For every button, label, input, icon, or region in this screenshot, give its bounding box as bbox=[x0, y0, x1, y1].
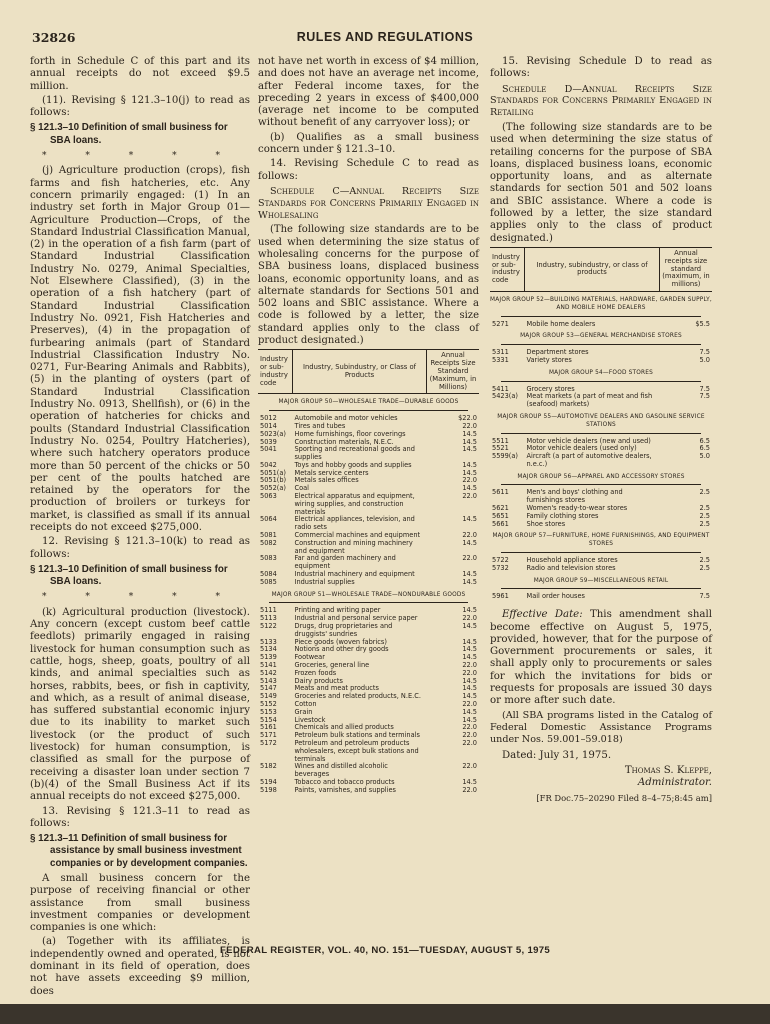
group-rule bbox=[269, 410, 468, 411]
cell-industry: Cotton bbox=[294, 700, 317, 708]
table-row bbox=[490, 505, 712, 513]
page-number: 32826 bbox=[32, 30, 76, 45]
paragraph: forth in Schedule C of this part and its annual receipts do not exceed $9.5 million. bbox=[30, 56, 250, 92]
omission-stars: * * * * * bbox=[42, 151, 238, 162]
table-row bbox=[258, 571, 479, 579]
dated-line: Dated: July 31, 1975. bbox=[502, 749, 612, 761]
cell-std: 14.5 bbox=[462, 622, 477, 631]
cell-industry: Livestock bbox=[294, 715, 326, 724]
major-group-title bbox=[490, 291, 712, 320]
group-rule bbox=[501, 588, 701, 589]
column-header-code: Industry or sub-industry code bbox=[258, 350, 293, 394]
table-row bbox=[258, 709, 479, 717]
page-header bbox=[0, 30, 770, 52]
cell-code: 5039 bbox=[260, 437, 277, 446]
cell-code: 5081 bbox=[260, 531, 277, 540]
cell-code: 5732 bbox=[492, 563, 509, 572]
schedule-note: (The following size standards are to be used when determining the size status of wholesaling concerns for the purpose of SBA business loans, displaced business loans, economic opportunity loans, and as alternate standards for Sections 501 and 502 loans and SBIC assistance. Where a code is followed by a letter, the size standard applies only to the class of product designated.) bbox=[258, 224, 479, 347]
signer-title: Administrator. bbox=[637, 777, 712, 789]
effective-date-paragraph bbox=[490, 609, 712, 707]
table-row bbox=[258, 670, 479, 678]
cell-std: 14.5 bbox=[462, 645, 477, 654]
major-group-label: MAJOR GROUP 54—FOOD STORES bbox=[548, 369, 654, 376]
major-group-row bbox=[490, 573, 712, 594]
cell-code: 5139 bbox=[260, 653, 277, 662]
table-row bbox=[490, 593, 712, 601]
paragraph: (a) Together with its affiliates, is independently owned and operated, is not dominant in its field of operation, does not have assets exceeding $9 million, does bbox=[30, 936, 250, 997]
major-group-title bbox=[258, 587, 479, 608]
cell-std: 22.0 bbox=[462, 421, 477, 430]
cell-std: 14.5 bbox=[462, 484, 477, 493]
cell-code: 5621 bbox=[492, 504, 509, 513]
cell-code: 5651 bbox=[492, 511, 509, 520]
cell-industry: Radio and television stores bbox=[526, 563, 616, 572]
major-group-row bbox=[258, 394, 479, 415]
page-title: RULES AND REGULATIONS bbox=[296, 30, 474, 44]
cell-industry: Motor vehicle dealers (used only) bbox=[526, 444, 637, 453]
table-row bbox=[490, 393, 712, 409]
major-group-title bbox=[490, 469, 712, 490]
cell-std: 7.5 bbox=[699, 392, 710, 401]
cell-std: 22.0 bbox=[462, 492, 477, 501]
cell-code: 5147 bbox=[260, 684, 277, 693]
cell-code: 5153 bbox=[260, 707, 277, 716]
catalog-note: (All SBA programs listed in the Catalog of Federal Domestic Assistance Programs under Nos. 59.001–59.018) bbox=[490, 709, 712, 746]
major-group-label: MAJOR GROUP 57—FURNITURE, HOME FURNISHINGS, AND EQUIPMENT STORES bbox=[492, 533, 710, 548]
schedule-c-table bbox=[258, 349, 479, 794]
table-row bbox=[258, 646, 479, 654]
table-row bbox=[258, 415, 479, 423]
table-row bbox=[258, 579, 479, 587]
cell-code: 5511 bbox=[492, 436, 509, 445]
cell-std: 22.0 bbox=[462, 661, 477, 670]
cell-code: 5042 bbox=[260, 460, 277, 469]
cell-industry: Men's and boys' clothing and furnishings stores bbox=[526, 488, 623, 505]
cell-code: 5331 bbox=[492, 355, 509, 364]
cell-industry: Meats and meat products bbox=[294, 684, 379, 693]
cell-code: 5012 bbox=[260, 414, 277, 423]
cell-industry: Notions and other dry goods bbox=[294, 645, 389, 654]
table-row bbox=[490, 513, 712, 521]
fr-doc-line: [FR Doc.75–20290 Filed 8–4–75;8:45 am] bbox=[536, 793, 712, 804]
major-group-label: MAJOR GROUP 51—WHOLESALE TRADE—NONDURABLE GOODS bbox=[271, 591, 466, 598]
cell-industry: Frozen foods bbox=[294, 668, 337, 677]
cell-industry: Toys and hobby goods and supplies bbox=[294, 460, 412, 469]
cell-code: 5423(a) bbox=[492, 392, 518, 401]
table-row bbox=[258, 477, 479, 485]
major-group-row bbox=[490, 291, 712, 320]
cell-code: 5063 bbox=[260, 492, 277, 501]
cell-std: 22.0 bbox=[462, 738, 477, 747]
schedule-note: (The following size standards are to be used when determining the size status of retailing concerns for the purpose of SBA loans, displaced business loans, economic opportunity loans, and as alternate standards for section 501 and 502 loans and SBIC assistance. Where a code is followed by a letter, the size standard applies only to the class of product designated.) bbox=[490, 121, 712, 244]
column-header-standard: Annual receipts size standard (maximum, in millions) bbox=[660, 247, 713, 291]
cell-code: 5082 bbox=[260, 538, 277, 547]
cell-code: 5198 bbox=[260, 785, 277, 794]
table-row bbox=[258, 470, 479, 478]
cell-industry: Commercial machines and equipment bbox=[294, 531, 421, 540]
cell-std: 7.5 bbox=[699, 592, 710, 601]
cell-code: 5154 bbox=[260, 715, 277, 724]
cell-std: 14.5 bbox=[462, 570, 477, 579]
cell-code: 5051(b) bbox=[260, 476, 287, 485]
cell-std: 14.5 bbox=[462, 676, 477, 685]
cell-code: 5194 bbox=[260, 777, 277, 786]
schedule-d-table bbox=[490, 247, 712, 601]
cell-std: 5.0 bbox=[699, 452, 710, 461]
effective-date-label: Effective Date: bbox=[502, 609, 583, 621]
table-row bbox=[490, 349, 712, 357]
cell-code: 5142 bbox=[260, 668, 277, 677]
cell-industry: Family clothing stores bbox=[526, 511, 599, 520]
section-heading: § 121.3–10 Definition of small business for SBA loans. bbox=[30, 563, 228, 588]
table-row bbox=[258, 540, 479, 556]
cell-industry: Construction materials, N.E.C. bbox=[294, 437, 394, 446]
table-body bbox=[258, 394, 479, 795]
major-group-row bbox=[490, 528, 712, 557]
cell-code: 5172 bbox=[260, 738, 277, 747]
cell-industry: Printing and writing paper bbox=[294, 606, 381, 615]
group-rule bbox=[501, 381, 701, 382]
major-group-label: MAJOR GROUP 56—APPAREL AND ACCESSORY STORES bbox=[517, 473, 685, 480]
cell-industry: Groceries and related products, N.E.C. bbox=[294, 692, 421, 701]
cell-std: 14.5 bbox=[462, 606, 477, 615]
cell-std: 6.5 bbox=[699, 444, 710, 453]
table-body bbox=[490, 291, 712, 601]
cell-code: 5143 bbox=[260, 676, 277, 685]
schedule-heading: Schedule D—Annual Receipts Size Standards for Concerns Primarily Engaged in Retailing bbox=[490, 83, 712, 119]
table-row bbox=[258, 787, 479, 795]
cell-code: 5149 bbox=[260, 692, 277, 701]
cell-std: 22.0 bbox=[462, 668, 477, 677]
cell-industry: Wines and distilled alcoholic beverages bbox=[294, 762, 388, 779]
cell-std: 7.5 bbox=[699, 348, 710, 357]
cell-std: 22.0 bbox=[462, 554, 477, 563]
group-rule bbox=[501, 433, 701, 434]
cell-std: 14.5 bbox=[462, 777, 477, 786]
major-group-title bbox=[490, 365, 712, 386]
cell-std: 6.5 bbox=[699, 436, 710, 445]
cell-std: 7.5 bbox=[699, 384, 710, 393]
table-row bbox=[258, 662, 479, 670]
cell-std: 14.5 bbox=[462, 577, 477, 586]
major-group-label: MAJOR GROUP 50—WHOLESALE TRADE—DURABLE GOODS bbox=[278, 399, 459, 406]
cell-industry: Meat markets (a part of meat and fish (seafood) markets) bbox=[526, 392, 653, 409]
scan-edge bbox=[0, 1004, 770, 1024]
group-rule bbox=[501, 344, 701, 345]
cell-industry: Metals sales offices bbox=[294, 476, 359, 485]
column-header-industry: Industry, subindustry, or class of products bbox=[525, 247, 660, 291]
cell-industry: Variety stores bbox=[526, 355, 572, 364]
cell-std: 14.5 bbox=[462, 715, 477, 724]
major-group-title bbox=[490, 409, 712, 438]
cell-std: 22.0 bbox=[462, 614, 477, 623]
table-row bbox=[490, 357, 712, 365]
cell-industry: Women's ready-to-wear stores bbox=[526, 504, 628, 513]
cell-std: 2.5 bbox=[699, 488, 710, 497]
paragraph: (11). Revising § 121.3–10(j) to read as follows: bbox=[30, 94, 250, 119]
cell-code: 5041 bbox=[260, 445, 277, 454]
section-heading: § 121.3–11 Definition of small business for assistance by small business investment companies or by development companies. bbox=[30, 833, 248, 869]
cell-std: 22.0 bbox=[462, 731, 477, 740]
cell-code: 5113 bbox=[260, 614, 277, 623]
cell-std: $5.5 bbox=[695, 319, 710, 328]
cell-industry: Household appliance stores bbox=[526, 556, 618, 565]
cell-code: 5411 bbox=[492, 384, 509, 393]
cell-code: 5271 bbox=[492, 319, 509, 328]
cell-std: 22.0 bbox=[462, 531, 477, 540]
schedule-heading: Schedule C—Annual Receipts Size Standards for Concerns Primarily Engaged in Wholesaling bbox=[258, 185, 479, 221]
cell-std: 14.5 bbox=[462, 653, 477, 662]
cell-std: 22.0 bbox=[462, 700, 477, 708]
cell-code: 5051(a) bbox=[260, 468, 286, 477]
cell-code: 5085 bbox=[260, 577, 277, 586]
cell-std: 22.0 bbox=[462, 785, 477, 794]
cell-code: 5599(a) bbox=[492, 452, 518, 461]
cell-industry: Electrical apparatus and equipment, wiring supplies, and construction materials bbox=[294, 492, 415, 516]
table-row bbox=[490, 565, 712, 573]
cell-industry: Paints, varnishes, and supplies bbox=[294, 785, 396, 794]
cell-std: 14.5 bbox=[462, 707, 477, 716]
cell-industry: Drugs, drug proprietaries and druggists' sundries bbox=[294, 622, 393, 638]
cell-std: 2.5 bbox=[699, 504, 710, 513]
cell-std: 14.5 bbox=[462, 437, 477, 446]
major-group-row bbox=[490, 469, 712, 490]
cell-code: 5014 bbox=[260, 421, 277, 430]
cell-std: 2.5 bbox=[699, 556, 710, 565]
cell-industry: Sporting and recreational goods and supplies bbox=[294, 445, 415, 462]
cell-code: 5134 bbox=[260, 645, 277, 654]
column-2 bbox=[258, 56, 479, 795]
cell-industry: Tires and tubes bbox=[294, 421, 346, 430]
cell-industry: Petroleum bulk stations and terminals bbox=[294, 731, 420, 740]
cell-code: 5052(a) bbox=[260, 484, 286, 493]
table-row bbox=[258, 701, 479, 709]
cell-industry: Tobacco and tobacco products bbox=[294, 777, 395, 786]
cell-std: 22.0 bbox=[462, 762, 477, 771]
cell-std: $22.0 bbox=[458, 414, 477, 423]
cell-std: 14.5 bbox=[462, 637, 477, 646]
cell-industry: Grocery stores bbox=[526, 384, 575, 393]
signer-name: Thomas S. Kleppe, bbox=[624, 764, 712, 776]
paragraph: 13. Revising § 121.3–11 to read as follows: bbox=[30, 805, 250, 829]
table-row bbox=[258, 493, 479, 516]
cell-industry: Aircraft (a part of automotive dealers, n.e.c.) bbox=[526, 452, 652, 468]
cell-std: 22.0 bbox=[462, 476, 477, 485]
cell-code: 5111 bbox=[260, 606, 277, 615]
cell-code: 5182 bbox=[260, 762, 277, 771]
cell-industry: Electrical appliances, television, and radio sets bbox=[294, 515, 415, 532]
major-group-label: MAJOR GROUP 52—BUILDING MATERIALS, HARDWARE, GARDEN SUPPLY, AND MOBILE HOME DEALERS bbox=[490, 296, 712, 311]
paragraph: (k) Agricultural production (livestock). Any concern (except custom beef cattle feedlots) primarily engaged in raising livestock for human consumption such as cattle, hogs, sheep, goats, poultry of all kinds, and animal specialties such as horses, rabbits, bees, or fish in captivity, and which, as a result of animal disease, has suffered substantial economic injury due to its inability to market such livestock (or the product of such livestock) for human consumption, is classified as small for the purpose of receiving a disaster loan under section 7 (b)(4) of the Small Business Act if its annual receipts do not exceed $275,000. bbox=[30, 606, 250, 803]
paragraph: (j) Agriculture production (crops), fish farms and fish hatcheries, etc. Any concern primarily engaged: (1) In an industry set forth in Major Group 01—Agriculture Production—Crops, of the Standard Industrial Classification Manual, (2) in the operation of a fish farm (part of Standard Industrial Classification Industry No. 0279, Animal Specialties, Not Elsewhere Classified), (3) in the operation of a fish hatchery (part of Standard Industrial Classification Industry No. 0921, Fish Hatcheries and Preserves), (4) in the propagation of furbearing animals (part of Standard Industrial Classification Industry No. 0271, Fur-Bearing Animals and Rabbits), (5) in the planting of oysters (part of Standard Industrial Classification Industry No. 0913, Shellfish), or (6) in the operation of hatcheries for chicks and poults (Standard Industrial Classification Industry No. 0254, Poultry Hatcheries), where such hatchery operators produce more than 50 percent of the chicks or 50 per cent of the poults hatched are retained by the operators for the production of broilers or turkeys for market, is classified as small if its annual receipts do not exceed $275,000. bbox=[30, 165, 250, 533]
cell-industry: Groceries, general line bbox=[294, 661, 370, 670]
paragraph: 12. Revising § 121.3–10(k) to read as follows: bbox=[30, 536, 250, 560]
cell-industry: Industrial machinery and equipment bbox=[294, 570, 415, 579]
cell-industry: Grain bbox=[294, 707, 313, 716]
cell-std: 14.5 bbox=[462, 468, 477, 477]
cell-std: 5.0 bbox=[699, 355, 710, 364]
cell-std: 14.5 bbox=[462, 429, 477, 438]
group-rule bbox=[269, 602, 468, 603]
section-heading: § 121.3–10 Definition of small business for SBA loans. bbox=[30, 122, 228, 146]
paragraph: A small business concern for the purpose of receiving financial or other assistance from small business investment companies or development companies is one which: bbox=[30, 873, 250, 934]
cell-industry: Piece goods (woven fabrics) bbox=[294, 637, 387, 646]
cell-code: 5311 bbox=[492, 348, 509, 357]
cell-code: 5023(a) bbox=[260, 429, 286, 438]
page-footer: FEDERAL REGISTER, VOL. 40, NO. 151—TUESDAY, AUGUST 5, 1975 bbox=[220, 945, 550, 956]
column-header-industry: Industry, Subindustry, or Class of Products bbox=[293, 350, 427, 394]
cell-std: 2.5 bbox=[699, 511, 710, 520]
cell-std: 14.5 bbox=[462, 515, 477, 524]
column-3 bbox=[490, 56, 712, 805]
major-group-title bbox=[490, 528, 712, 557]
cell-std: 2.5 bbox=[699, 563, 710, 572]
paragraph: 14. Revising Schedule C to read as follows: bbox=[258, 158, 479, 182]
column-1 bbox=[30, 56, 250, 1000]
paragraph: 15. Revising Schedule D to read as follows: bbox=[490, 56, 712, 80]
cell-std: 14.5 bbox=[462, 684, 477, 693]
cell-code: 5083 bbox=[260, 554, 277, 563]
paragraph: (b) Qualifies as a small business concern under § 121.3–10. bbox=[258, 131, 479, 156]
major-group-row bbox=[490, 328, 712, 349]
cell-code: 5084 bbox=[260, 570, 277, 579]
cell-industry: Petroleum and petroleum products wholesalers, except bulk stations and terminals bbox=[294, 738, 419, 763]
cell-industry: Coal bbox=[294, 484, 310, 493]
cell-code: 5064 bbox=[260, 515, 277, 524]
cell-code: 5521 bbox=[492, 444, 509, 453]
cell-industry: Industrial supplies bbox=[294, 577, 355, 586]
table-row bbox=[490, 489, 712, 505]
cell-industry: Automobile and motor vehicles bbox=[294, 414, 398, 423]
cell-code: 5661 bbox=[492, 519, 509, 528]
cell-industry: Motor vehicle dealers (new and used) bbox=[526, 436, 651, 445]
major-group-title bbox=[490, 573, 712, 594]
cell-code: 5961 bbox=[492, 592, 509, 601]
table-row bbox=[258, 516, 479, 532]
omission-stars: * * * * * bbox=[42, 592, 238, 603]
group-rule bbox=[501, 484, 701, 485]
cell-code: 5152 bbox=[260, 700, 277, 708]
cell-code: 5171 bbox=[260, 731, 277, 740]
column-header-standard: Annual Receipts Size Standard (Maximum, in Millions) bbox=[427, 350, 480, 394]
major-group-row bbox=[490, 365, 712, 386]
major-group-label: MAJOR GROUP 59—MISCELLANEOUS RETAIL bbox=[533, 577, 669, 584]
table-row bbox=[258, 555, 479, 571]
cell-code: 5161 bbox=[260, 723, 277, 732]
cell-industry: Construction and mining machinery and equipment bbox=[294, 538, 413, 555]
column-header-code: Industry or sub-industry code bbox=[490, 247, 525, 291]
table-row bbox=[258, 740, 479, 763]
cell-code: 5133 bbox=[260, 637, 277, 646]
table-row bbox=[258, 763, 479, 779]
table-row bbox=[258, 623, 479, 639]
cell-industry: Industrial and personal service paper bbox=[294, 614, 418, 623]
cell-std: 2.5 bbox=[699, 519, 710, 528]
cell-code: 5122 bbox=[260, 622, 277, 631]
cell-std: 14.5 bbox=[462, 692, 477, 701]
cell-industry: Metals service centers bbox=[294, 468, 369, 477]
table-row bbox=[490, 521, 712, 529]
cell-std: 14.5 bbox=[462, 460, 477, 469]
cell-code: 5722 bbox=[492, 556, 509, 565]
major-group-row bbox=[258, 587, 479, 608]
group-rule bbox=[501, 552, 701, 553]
cell-code: 5611 bbox=[492, 488, 509, 497]
group-rule bbox=[501, 316, 701, 317]
cell-code: 5141 bbox=[260, 661, 277, 670]
cell-std: 14.5 bbox=[462, 538, 477, 547]
cell-std: 22.0 bbox=[462, 723, 477, 732]
cell-std: 14.5 bbox=[462, 445, 477, 454]
major-group-label: MAJOR GROUP 55—AUTOMOTIVE DEALERS AND GASOLINE SERVICE STATIONS bbox=[497, 413, 705, 428]
major-group-title bbox=[490, 328, 712, 349]
effective-date-text: This amendment shall become effective on August 5, 1975, provided, however, that for the purpose of Government procurements or sales, it shall apply only to procurements or sales for which the invitations for bids or requests for proposals are issued 30 days or more after such date. bbox=[490, 609, 712, 707]
cell-industry: Department stores bbox=[526, 348, 589, 357]
cell-industry: Mail order houses bbox=[526, 592, 585, 601]
cell-industry: Chemicals and allied products bbox=[294, 723, 394, 732]
major-group-row bbox=[490, 409, 712, 438]
cell-industry: Home furnishings, floor coverings bbox=[294, 429, 406, 438]
cell-industry: Dairy products bbox=[294, 676, 343, 685]
cell-industry: Footwear bbox=[294, 653, 325, 662]
cell-industry: Far and garden machinery and equipment bbox=[294, 554, 396, 571]
major-group-label: MAJOR GROUP 53—GENERAL MERCHANDISE STORES bbox=[520, 333, 682, 340]
table-row bbox=[258, 693, 479, 701]
table-row bbox=[490, 321, 712, 329]
cell-industry: Shoe stores bbox=[526, 519, 566, 528]
table-row bbox=[490, 453, 712, 469]
paragraph: not have net worth in excess of $4 million, and does not have an average net income, after Federal income taxes, for the preceding 2 years in excess of $400,000 (average net income to be computed without benefit of any carryover loss); or bbox=[258, 56, 479, 129]
table-row bbox=[258, 446, 479, 462]
major-group-title bbox=[258, 394, 479, 415]
cell-industry: Mobile home dealers bbox=[526, 319, 596, 328]
